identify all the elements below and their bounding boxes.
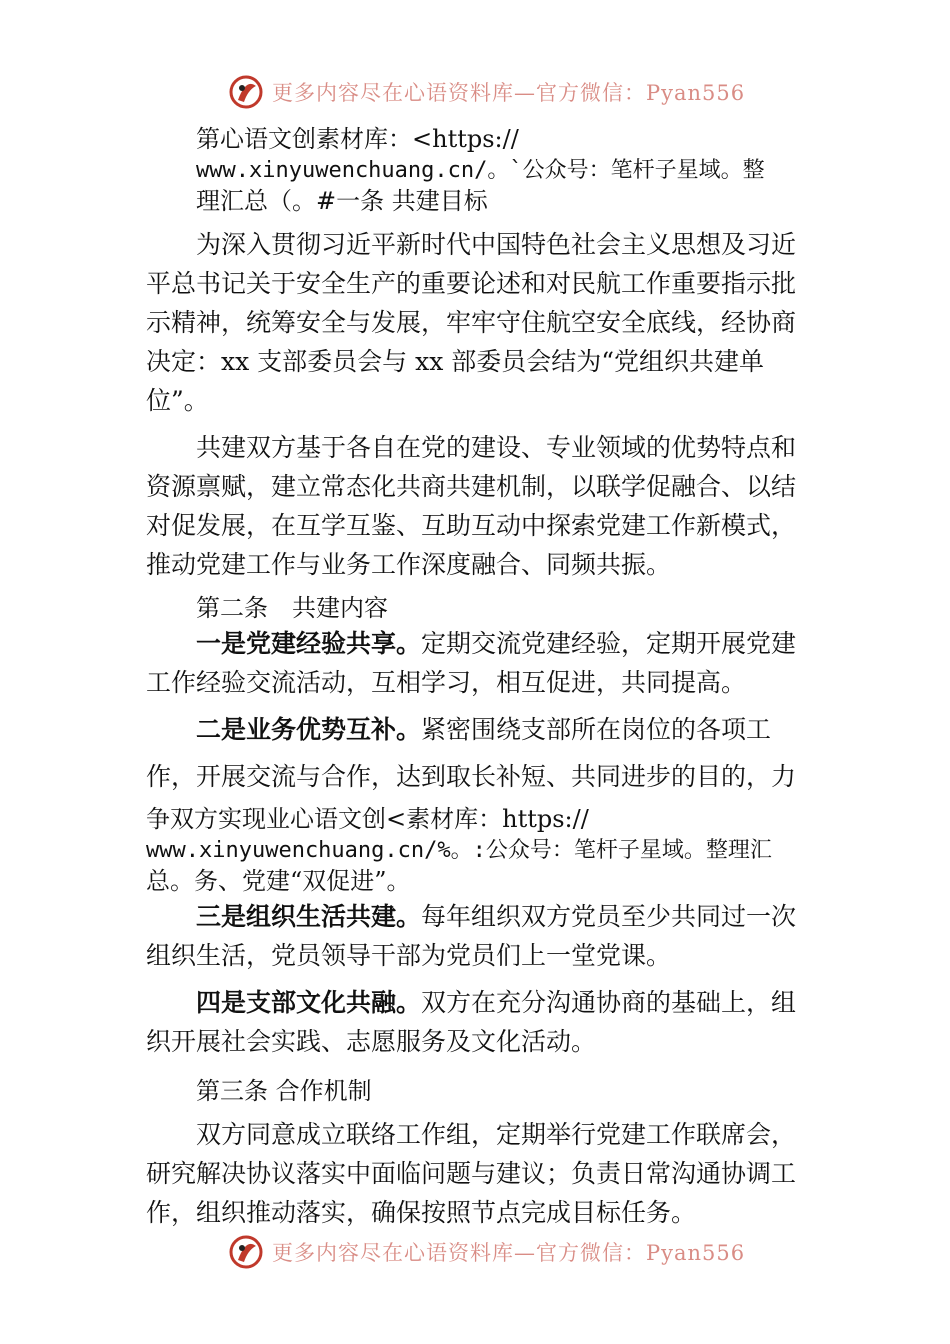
intro-line-2: www.xinyuwenchuang.cn/。`公众号：笔杆子星域。整 [196, 158, 765, 183]
article2-item3 [146, 897, 814, 975]
article2-item1 [146, 624, 814, 702]
brand-logo-icon [226, 72, 266, 112]
intro-line-1: 第心语文创素材库：<https:// [196, 125, 519, 153]
article2-item2-line2: 作，开展交流与合作，达到取长补短、共同进步的目的，力 [146, 762, 797, 791]
article2-item4 [146, 983, 814, 1061]
footer-banner [226, 1230, 745, 1274]
article1-para1: 为深入贯彻习近平新时代中国特色社会主义思想及习近平总书记关于安全生产的重要论述和对民航工作重要指示批示精神，统筹安全与发展，牢牢守住航空安全底线，经协商决定：xx 支部委员会与 xx 部委员会结为“党组织共建单位”。 [146, 230, 797, 415]
article1-para2: 共建双方基于各自在党的建设、专业领域的优势特点和资源禀赋，建立常态化共商共建机制，以联学促融合、以结对促发展，在互学互鉴、互助互动中探索党建工作新模式， 推动党建工作与业务工作深度融合、同频共振。 [146, 433, 797, 579]
item2-text: 紧密围绕支部所在岗位的各项工 [421, 715, 772, 744]
banner-text: 更多内容尽在心语资料库—官方微信：Pyan556 [272, 81, 746, 105]
item1-text: 定期交流党建经验，定期开展党建工作经验交流活动，互相学习，相互促进，共同提高。 [146, 629, 797, 697]
item2-lead: 二是业务优势互补。 [196, 715, 422, 744]
document-body [146, 124, 814, 1232]
banner-text: 更多内容尽在心语资料库—官方微信：Pyan556 [272, 1241, 746, 1265]
brand-logo-icon [226, 1232, 266, 1272]
intro-block [146, 124, 814, 217]
article2-heading: 第二条 共建内容 [196, 594, 388, 622]
article3-para1: 双方同意成立联络工作组，定期举行党建工作联席会，研究解决协议落实中面临问题与建议；负责日常沟通协调工作，组织推动落实，确保按照节点完成目标任务。 [146, 1120, 797, 1227]
item3-text: 每年组织双方党员至少共同过一次组织生活，党员领导干部为党员们上一堂党课。 [146, 902, 797, 970]
item2-line3: 争双方实现业心语文创<素材库：https:// [146, 805, 589, 833]
article3-heading: 第三条 合作机制 [196, 1077, 372, 1105]
article2-item2 [146, 710, 814, 749]
item2-continuation [146, 804, 814, 897]
header-banner [226, 70, 745, 114]
item4-text: 双方在充分沟通协商的基础上，组织开展社会实践、志愿服务及文化活动。 [146, 988, 797, 1056]
item2-line4: www.xinyuwenchuang.cn/%。:公众号：笔杆子星域。整理汇 [146, 838, 772, 863]
item4-lead: 四是支部文化共融。 [196, 988, 422, 1017]
item1-lead: 一是党建经验共享。 [196, 629, 422, 658]
item2-line5: 总。务、党建“双促进”。 [146, 867, 411, 895]
item3-lead: 三是组织生活共建。 [196, 902, 422, 931]
intro-line-3: 理汇总（。#一条 共建目标 [196, 187, 488, 215]
